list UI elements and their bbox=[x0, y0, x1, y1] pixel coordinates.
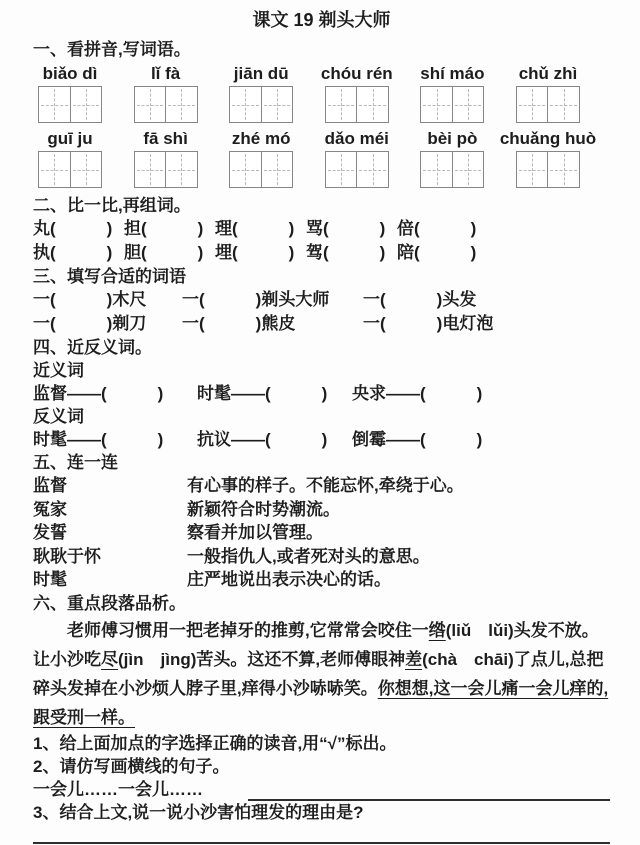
word-blank: 丸( ) bbox=[33, 219, 113, 238]
match-word: 发誓 bbox=[33, 523, 67, 542]
writing-grid-box bbox=[420, 86, 484, 123]
question-2-answer-row bbox=[33, 778, 610, 801]
match-word: 冤家 bbox=[33, 499, 67, 519]
underlined-text: 绺 bbox=[428, 620, 446, 640]
match-row bbox=[33, 545, 610, 569]
word-blank: 驾( ) bbox=[306, 243, 386, 262]
grid-cell bbox=[421, 87, 452, 122]
writing-box-row-2 bbox=[38, 151, 580, 188]
writing-grid-box bbox=[38, 86, 102, 123]
grid-cell bbox=[421, 152, 452, 187]
match-word: 耿耿于怀 bbox=[33, 546, 101, 566]
pinyin-label: guī ju bbox=[47, 129, 93, 148]
word-blank: 胆( ) bbox=[124, 243, 204, 262]
pinyin-label: jiān dū bbox=[233, 64, 289, 83]
match-row bbox=[33, 474, 610, 498]
writing-grid-box bbox=[516, 86, 580, 123]
match-word: 时髦 bbox=[33, 570, 67, 589]
pinyin-label: chóu rén bbox=[320, 64, 393, 83]
grid-cell bbox=[261, 87, 293, 122]
writing-grid-box bbox=[420, 151, 484, 188]
grid-cell bbox=[230, 87, 261, 122]
measure-word-blank: 一( )剃刀 bbox=[33, 314, 147, 333]
pinyin-label: chuǎng huò bbox=[499, 129, 597, 148]
pinyin-label: zhé mó bbox=[231, 129, 291, 148]
pinyin-label: chǔ zhì bbox=[518, 64, 578, 83]
page-title: 课文 19 剃头大师 bbox=[252, 10, 391, 30]
antonym-blank: 倒霉——( ) bbox=[352, 430, 483, 449]
question-3: 3、结合上文,说一说小沙害怕理发的理由是? bbox=[33, 802, 364, 822]
grid-cell bbox=[261, 152, 293, 187]
match-definition: 察看并加以管理。 bbox=[187, 523, 323, 542]
antonym-row bbox=[33, 428, 610, 451]
writing-box-row-1 bbox=[38, 86, 580, 123]
pinyin-label: bèi pò bbox=[427, 129, 478, 148]
synonym-row bbox=[33, 382, 610, 405]
writing-grid-box bbox=[134, 86, 198, 123]
word-blank: 倍( ) bbox=[397, 219, 477, 238]
grid-cell bbox=[356, 87, 388, 122]
match-definition: 一般指仇人,或者死对头的意思。 bbox=[187, 546, 430, 566]
writing-grid-box bbox=[325, 151, 389, 188]
section1-heading: 一、看拼音,写词语。 bbox=[33, 40, 191, 59]
synonym-blank: 时髦——( ) bbox=[197, 384, 328, 403]
pinyin-row-1 bbox=[38, 64, 580, 84]
writing-grid-box bbox=[38, 151, 102, 188]
underlined-text: 差 bbox=[405, 649, 423, 669]
word-blank: 埋( ) bbox=[215, 243, 295, 262]
word-blank: 执( ) bbox=[33, 243, 113, 262]
question-1: 1、给上面加点的字选择正确的读音,用“√”标出。 bbox=[33, 733, 397, 753]
measure-word-blank: 一( )木尺 bbox=[33, 290, 147, 309]
grid-cell bbox=[230, 152, 261, 187]
match-word: 监督 bbox=[33, 476, 67, 495]
grid-cell bbox=[547, 87, 579, 122]
compare-words-row bbox=[33, 217, 610, 241]
match-definition: 新颖符合时势潮流。 bbox=[187, 499, 340, 519]
writing-grid-box bbox=[134, 151, 198, 188]
writing-grid-box bbox=[229, 151, 293, 188]
analysis-paragraph bbox=[33, 616, 610, 732]
section4-heading: 四、近反义词。 bbox=[33, 338, 152, 357]
pinyin-label: fā shì bbox=[143, 129, 188, 148]
writing-grid-box bbox=[325, 86, 389, 123]
pinyin-label: dǎo méi bbox=[324, 129, 389, 148]
synonym-blank: 监督——( ) bbox=[33, 384, 164, 403]
grid-cell bbox=[517, 152, 548, 187]
pinyin-label: lǐ fà bbox=[150, 64, 181, 83]
word-blank: 陪( ) bbox=[397, 243, 477, 262]
paragraph-text: 老师傅习惯用一把老掉牙的推剪,它常常会咬住一 bbox=[67, 620, 429, 640]
word-blank: 担( ) bbox=[124, 219, 204, 238]
grid-cell bbox=[39, 87, 70, 122]
antonym-blank: 时髦——( ) bbox=[33, 430, 164, 449]
sentence-pattern-prompt: 一会儿……一会儿…… bbox=[33, 779, 203, 799]
paragraph-text: (jìn jìng)苦头。这还不算,老师傅眼神 bbox=[118, 649, 406, 669]
match-row bbox=[33, 498, 610, 522]
grid-cell bbox=[356, 152, 388, 187]
antonym-label: 反义词 bbox=[33, 407, 84, 426]
grid-cell bbox=[452, 87, 484, 122]
underlined-text: 尽 bbox=[101, 649, 118, 669]
question-2: 2、请仿写画横线的句子。 bbox=[33, 756, 230, 776]
pinyin-label: biǎo dì bbox=[42, 64, 98, 83]
match-row bbox=[33, 521, 610, 545]
compare-words-row bbox=[33, 241, 610, 265]
grid-cell bbox=[135, 152, 166, 187]
word-blank: 骂( ) bbox=[306, 219, 386, 238]
match-row bbox=[33, 568, 610, 592]
word-blank: 理( ) bbox=[215, 219, 295, 238]
section3-heading: 三、填写合适的词语 bbox=[33, 267, 186, 286]
antonym-blank: 抗议——( ) bbox=[197, 430, 328, 449]
measure-word-blank: 一( )剃头大师 bbox=[182, 290, 330, 309]
measure-words-row bbox=[33, 312, 610, 336]
match-definition: 庄严地说出表示决心的话。 bbox=[187, 570, 391, 589]
synonym-blank: 央求——( ) bbox=[352, 384, 483, 403]
grid-cell bbox=[547, 152, 579, 187]
grid-cell bbox=[70, 87, 102, 122]
pinyin-row-2 bbox=[38, 129, 597, 149]
grid-cell bbox=[326, 87, 357, 122]
measure-words-row bbox=[33, 288, 610, 312]
grid-cell bbox=[165, 152, 197, 187]
synonym-label: 近义词 bbox=[33, 361, 84, 380]
underlined-text: 你想想,这一会儿痛一会儿痒的,跟受刑一样。 bbox=[33, 678, 609, 727]
paragraph-text: (chà chāi)了点儿,总把碎头发掉在小沙烦人脖子里,痒得小沙哧哧笑。 bbox=[33, 649, 604, 698]
grid-cell bbox=[326, 152, 357, 187]
grid-cell bbox=[517, 87, 548, 122]
writing-grid-box bbox=[229, 86, 293, 123]
measure-word-blank: 一( )熊皮 bbox=[182, 314, 296, 333]
measure-word-blank: 一( )头发 bbox=[363, 290, 477, 309]
measure-word-blank: 一( )电灯泡 bbox=[363, 314, 494, 333]
writing-grid-box bbox=[516, 151, 580, 188]
section6-heading: 六、重点段落品析。 bbox=[33, 593, 186, 613]
pinyin-label: shí máo bbox=[420, 64, 485, 83]
grid-cell bbox=[165, 87, 197, 122]
grid-cell bbox=[135, 87, 166, 122]
section2-heading: 二、比一比,再组词。 bbox=[33, 196, 191, 215]
answer-line bbox=[33, 842, 610, 844]
grid-cell bbox=[452, 152, 484, 187]
paragraph-text: (liǔ lǔi)头发不放。让小沙吃 bbox=[33, 620, 599, 669]
section5-heading: 五、连一连 bbox=[33, 453, 118, 472]
grid-cell bbox=[39, 152, 70, 187]
match-definition: 有心事的样子。不能忘怀,牵绕于心。 bbox=[187, 476, 464, 495]
answer-line bbox=[248, 786, 610, 801]
grid-cell bbox=[70, 152, 102, 187]
